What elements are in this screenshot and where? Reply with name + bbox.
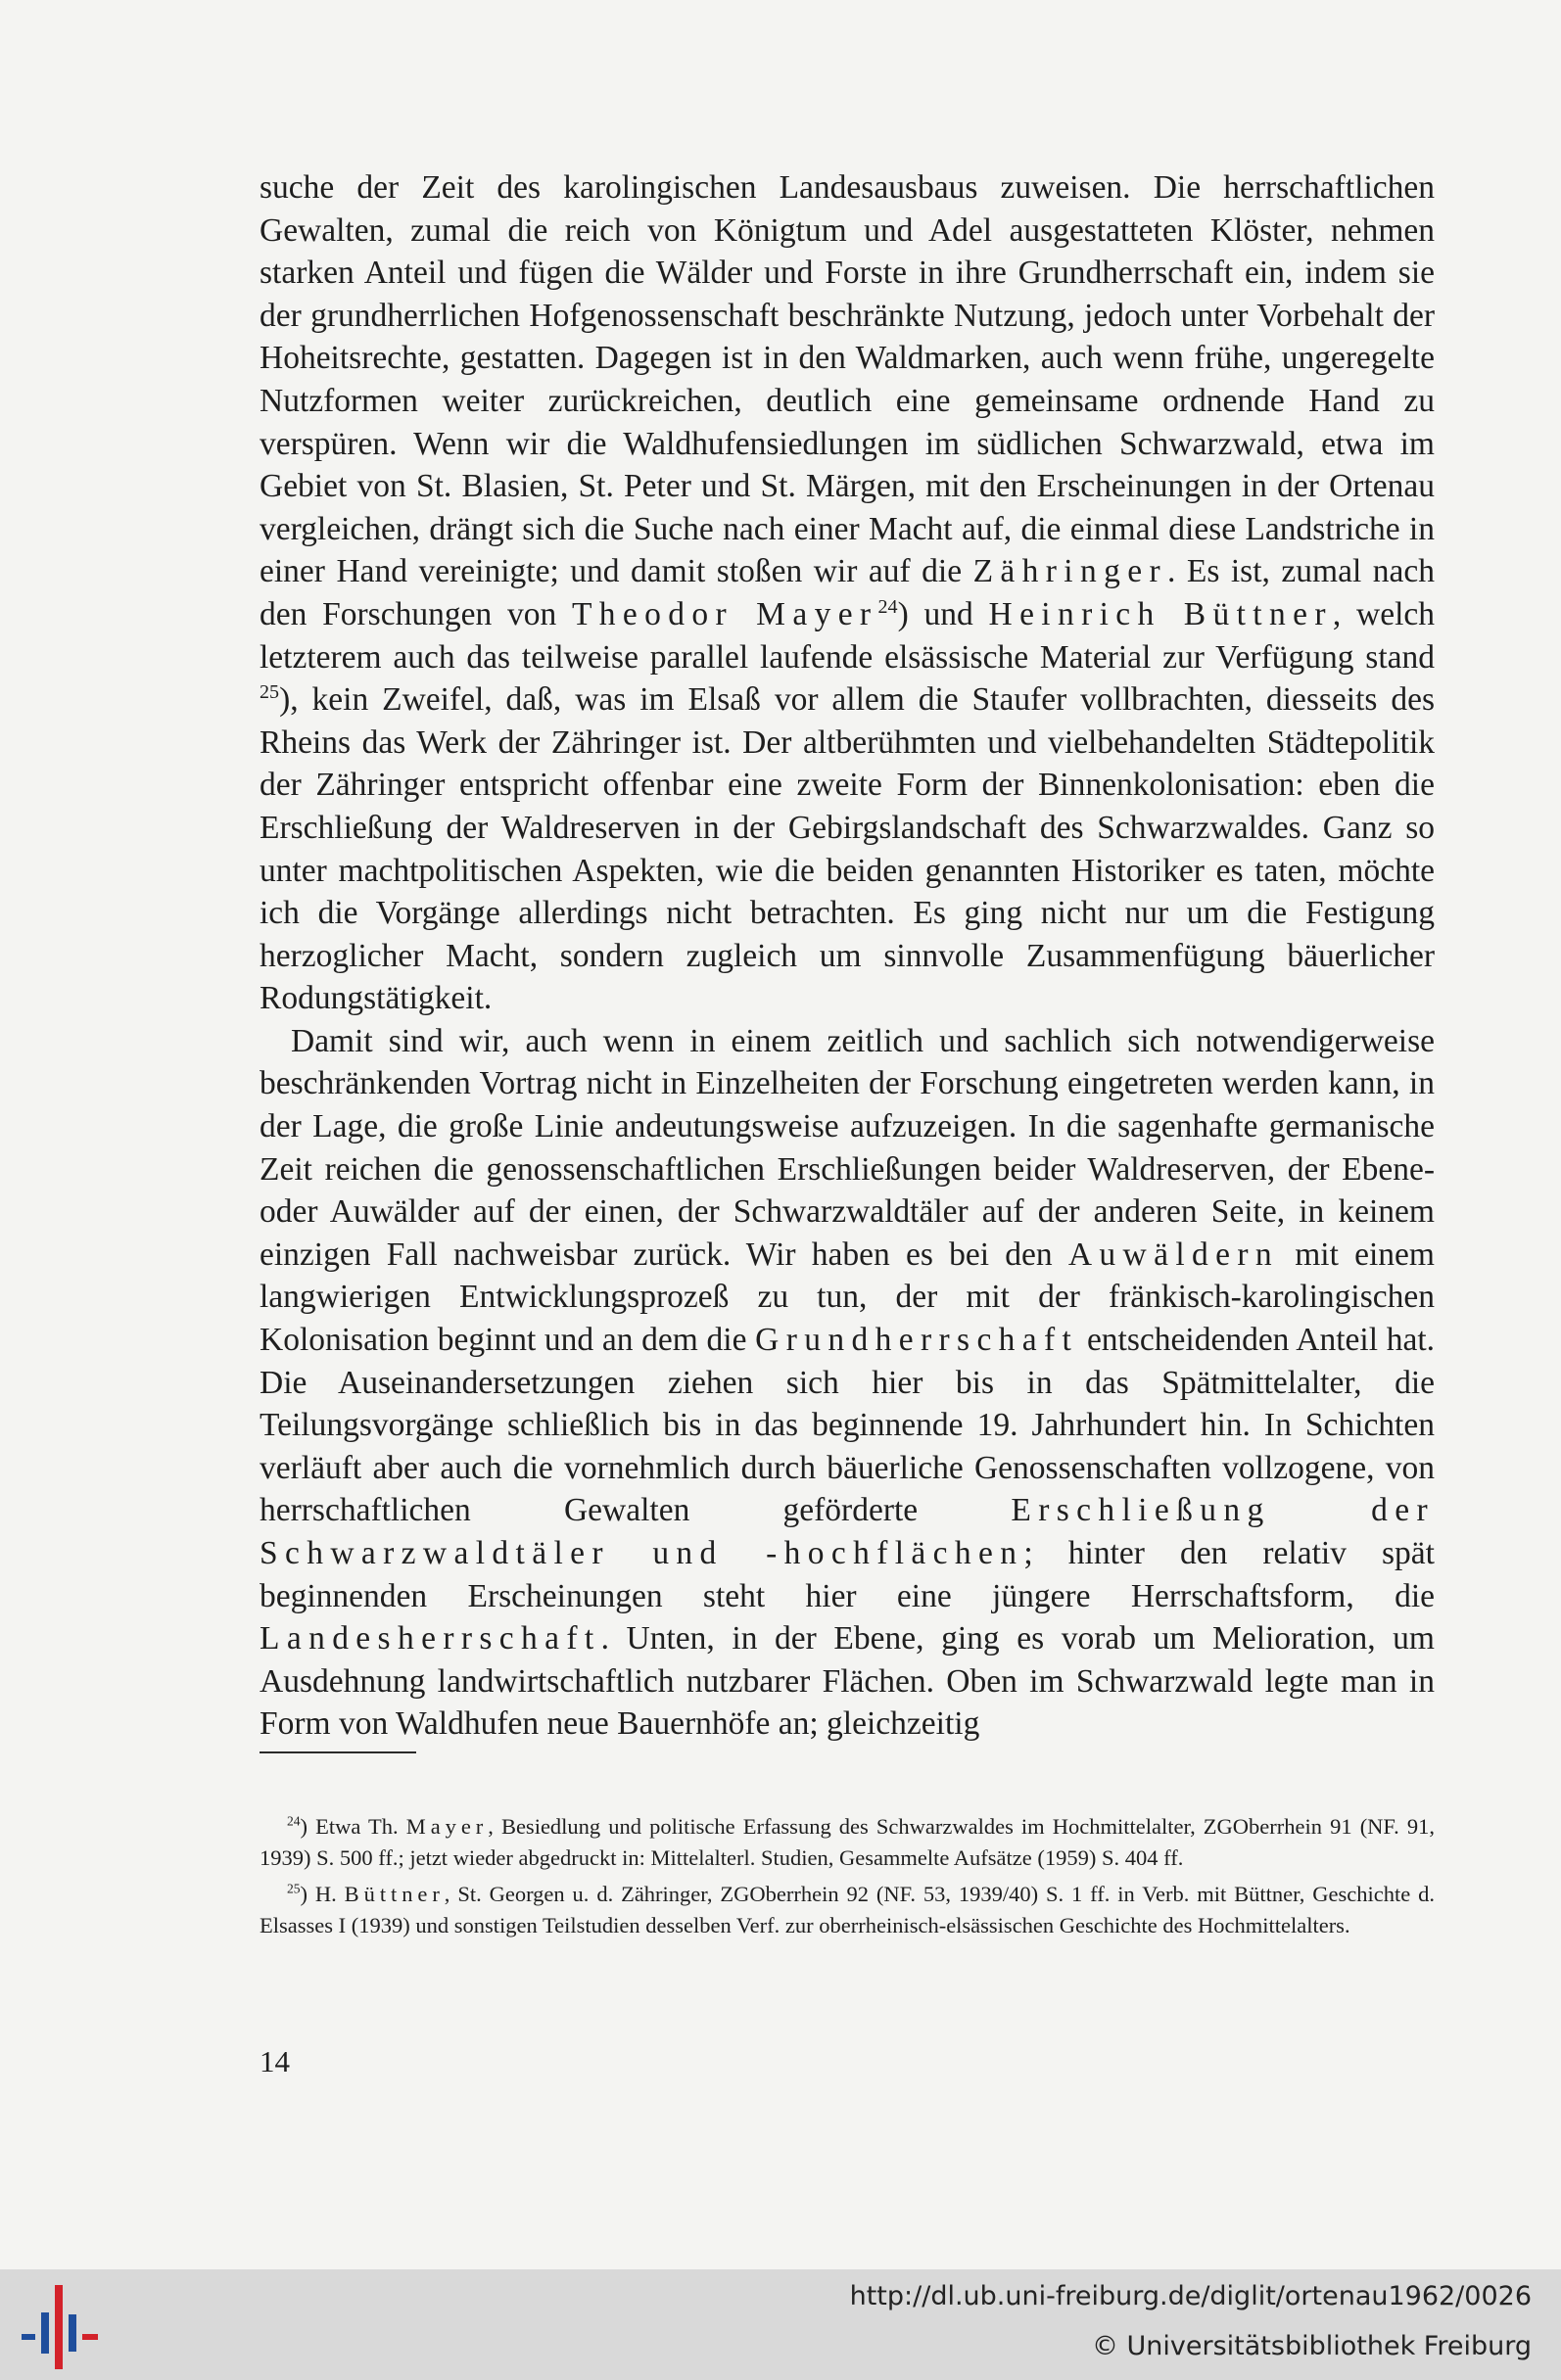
footer-copyright: © Universitätsbibliothek Freiburg bbox=[1091, 2331, 1532, 2361]
logo-bar-left bbox=[22, 2334, 35, 2340]
text-run: ) und bbox=[897, 595, 989, 632]
permalink[interactable]: http://dl.ub.uni-freiburg.de/diglit/ortenau1962/0026 bbox=[849, 2281, 1532, 2311]
footnote-number: 25 bbox=[287, 1881, 301, 1896]
spaced-emphasis: Auwäldern bbox=[1067, 1236, 1280, 1273]
text-run: suche der Zeit des karolingischen Landesausbaus zuweisen. Die herrschaftlichen Gewalten, zumal die reich von Königtum und Adel ausgestatteten Klöster, nehmen starken Anteil und fügen die Wälder und Forste in ihre Grundherrschaft ein, indem sie der grundherrlichen Hofgenossenschaft beschränkte Nutzung, jedoch unter Vorbehalt der Hoheitsrechte, gestatten. Dagegen ist in den Waldmarken, auch wenn frühe, ungeregelte Nutzformen weiter zurückreichen, deutlich eine gemeinsame ordnende Hand zu verspüren. Wenn wir die Waldhufensiedlungen im südlichen Schwarzwald, etwa im Gebiet von St. Blasien, St. Peter und St. Märgen, mit den Erscheinungen in der Ortenau vergleichen, drängt sich die Suche nach einer Macht auf, die einmal diese Landstriche in einer Hand vereinigte; und damit stoßen wir auf die bbox=[260, 169, 1435, 590]
text-run: entscheidenden Anteil hat. Die Auseinandersetzungen ziehen sich hier bis in das Spätmittelalter, die Teilungsvorgänge schließlich bis in das beginnende 19. Jahrhundert hin. In Schichten verläuft aber auch die vornehmlich durch bäuerliche Genossenschaften vollzogene, von herrschaftlichen Gewalten geförderte bbox=[260, 1322, 1435, 1529]
footnote-25 bbox=[260, 1879, 1435, 1941]
footer-url[interactable] bbox=[850, 2281, 1532, 2311]
text-run: ) H. bbox=[300, 1882, 345, 1906]
text-run: , welch letzterem auch das teilweise parallel laufende elsässische Material zur Verfügung stand bbox=[260, 595, 1435, 676]
spaced-emphasis: Landesherrschaft bbox=[260, 1620, 601, 1657]
footnotes bbox=[260, 1811, 1435, 1946]
footnote-divider bbox=[260, 1751, 416, 1753]
logo-bar-center bbox=[55, 2285, 63, 2369]
logo-bar-tall bbox=[41, 2312, 49, 2354]
spaced-emphasis: Heinrich Büttner bbox=[988, 595, 1333, 632]
body-text bbox=[260, 166, 1435, 1746]
spaced-emphasis: Grundherrschaft bbox=[755, 1322, 1079, 1359]
text-run: mit einem langwierigen Entwicklungsprozeß zu tun, der mit der fränkisch-karolingischen Kolonisation beginnt und an dem die bbox=[260, 1236, 1435, 1359]
spaced-emphasis: Theodor Mayer bbox=[571, 595, 878, 632]
text-run: . Es ist, zumal nach den Forschungen von bbox=[260, 553, 1435, 632]
footnote-ref-24[interactable]: 24 bbox=[877, 595, 898, 618]
page-number: 14 bbox=[260, 2044, 290, 2078]
spaced-emphasis: Mayer bbox=[405, 1814, 489, 1839]
footnote-24 bbox=[260, 1811, 1435, 1874]
paragraph-1 bbox=[260, 166, 1435, 1020]
logo-bar-far-right bbox=[82, 2334, 98, 2340]
text-run: ; hinter den relativ spät beginnenden Erscheinungen steht hier eine jüngere Herrschaftsform, die bbox=[260, 1535, 1435, 1614]
spaced-emphasis: Büttner bbox=[344, 1882, 445, 1906]
spaced-emphasis: Zähringer bbox=[972, 553, 1167, 590]
paragraph-2 bbox=[260, 1020, 1435, 1746]
footnote-ref-25[interactable]: 25 bbox=[260, 680, 280, 703]
logo-bar-right bbox=[69, 2314, 76, 2352]
footnote-number: 24 bbox=[287, 1813, 301, 1829]
text-run: Damit sind wir, auch wenn in einem zeitlich und sachlich sich notwendigerweise beschränkenden Vortrag nicht in Einzelheiten der Forschung eingetreten werden kann, in der Lage, die große Linie andeutungsweise aufzuzeigen. In die sagenhafte germanische Zeit reichen die genossenschaftlichen Erschließungen beider Waldreserven, der Ebene- oder Auwälder auf der einen, der Schwarzwaldtäler auf der anderen Seite, in keinem einzigen Fall nachweisbar zurück. Wir haben es bei den bbox=[260, 1022, 1435, 1273]
text-run: , Besiedlung und politische Erfassung des Schwarzwaldes im Hochmittelalter, ZGOberrhein 91 (NF. 91, 1939) S. 500 ff.; jetzt wieder abgedruckt in: Mittelalterl. Studien, Gesammelte Aufsätze (1959) S. 404 ff. bbox=[260, 1814, 1435, 1870]
text-run: ), kein Zweifel, daß, was im Elsaß vor allem die Staufer vollbrachten, diesseits des Rheins das Werk der Zähringer ist. Der altberühmten und vielbehandelten Städtepolitik der Zähringer entspricht offenbar eine zweite Form der Binnenkolonisation: eben die Erschließung der Waldreserven in der Gebirgslandschaft des Schwarzwaldes. Ganz so unter machtpolitischen Aspekten, wie die beiden genannten Historiker es taten, möchte ich die Vorgänge allerdings nicht betrachten. Es ging nicht nur um die Festigung herzoglicher Macht, sondern zugleich um sinnvolle Zusammenfügung bäuerlicher Rodungstätigkeit. bbox=[260, 681, 1435, 1017]
ub-freiburg-logo-icon[interactable] bbox=[22, 2285, 102, 2369]
spaced-emphasis: Erschließung der Schwarzwaldtäler und -hochflächen bbox=[260, 1492, 1436, 1571]
text-run: ) Etwa Th. bbox=[300, 1814, 406, 1839]
text-run: , St. Georgen u. d. Zähringer, ZGOberrhein 92 (NF. 53, 1939/40) S. 1 ff. in Verb. mit Büttner, Geschichte d. Elsasses I (1939) und sonstigen Teilstudien desselben Verf. zur oberrheinisch-elsässischen Geschichte des Hochmittelalters. bbox=[260, 1882, 1435, 1937]
text-run: . Unten, in der Ebene, ging es vorab um Melioration, um Ausdehnung landwirtschaftlich nutzbarer Flächen. Oben im Schwarzwald legte man in Form von Waldhufen neue Bauernhöfe an; gleichzeitig bbox=[260, 1620, 1435, 1743]
